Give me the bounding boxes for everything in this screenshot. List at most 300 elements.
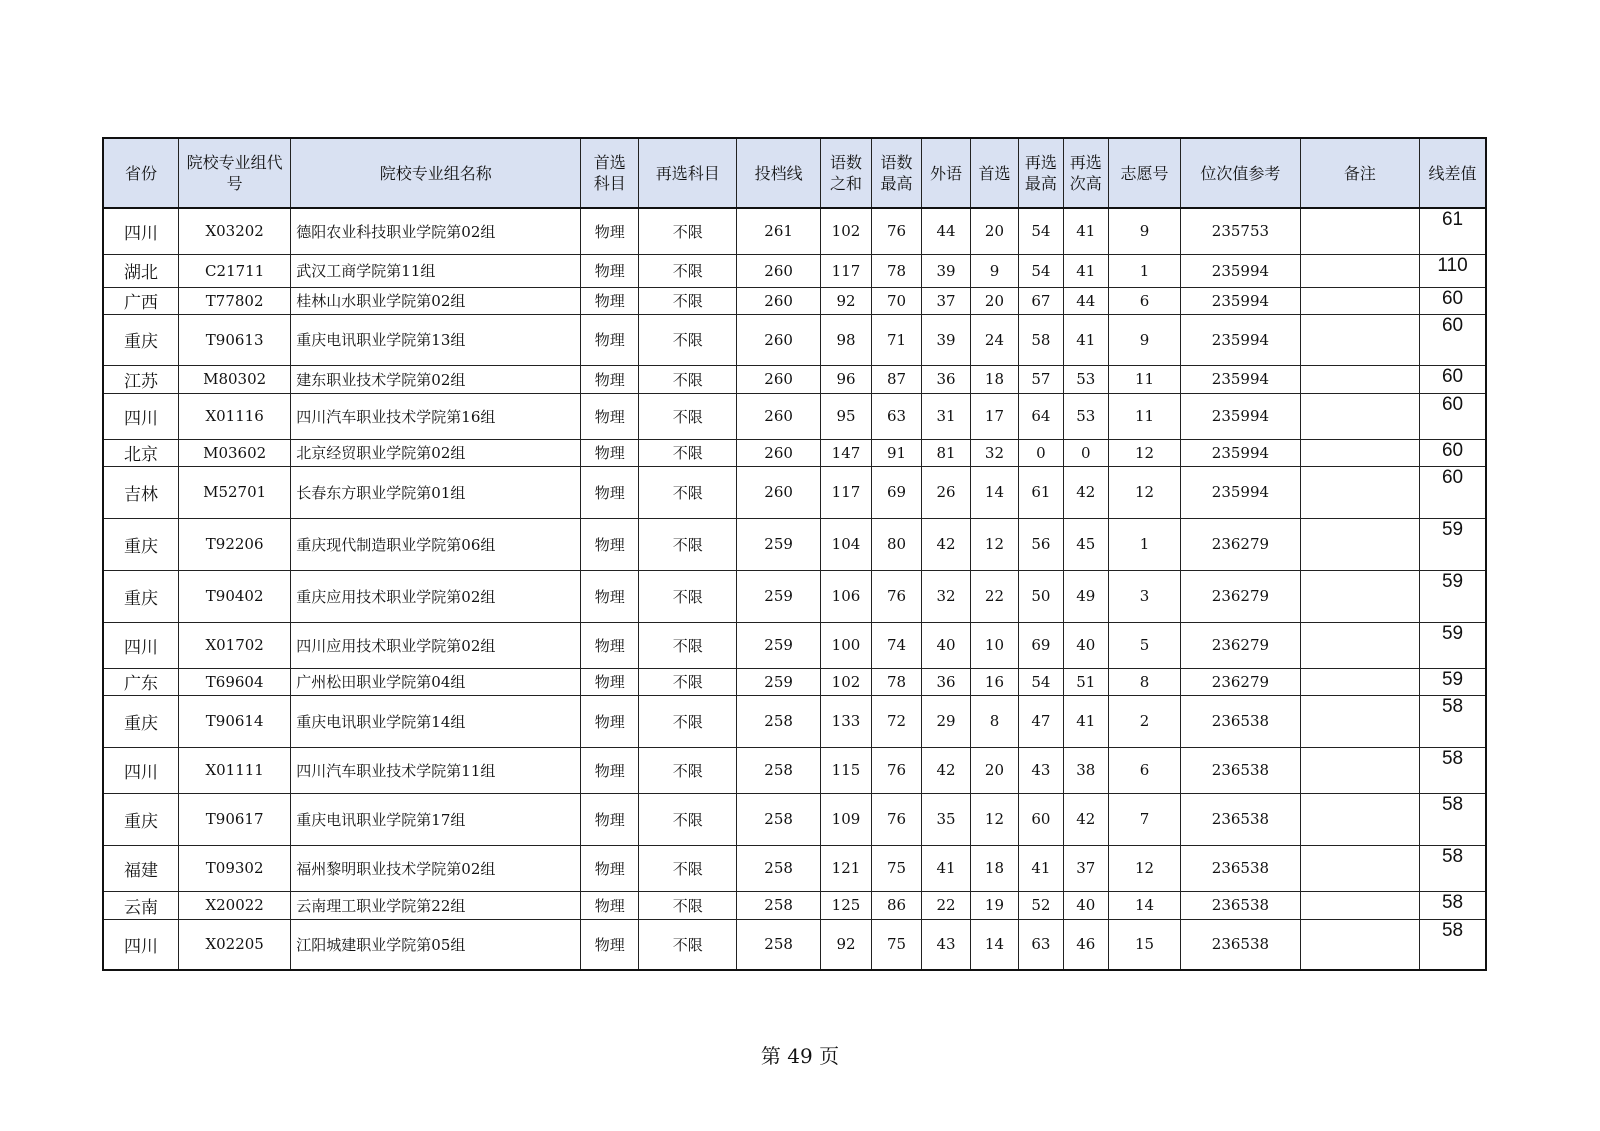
cell-cm-sum: 104: [820, 518, 871, 570]
cell-wish-no: 14: [1108, 891, 1180, 919]
cell-cm-sum: 109: [820, 793, 871, 845]
cell-cutoff: 260: [737, 287, 821, 314]
cell-first: 32: [970, 439, 1018, 466]
cell-re-max: 60: [1018, 793, 1063, 845]
cell-re-second: 41: [1063, 208, 1108, 254]
cell-cutoff: 258: [737, 891, 821, 919]
cell-cutoff: 258: [737, 845, 821, 891]
cell-group-code: T69604: [179, 668, 291, 695]
table-row: [103, 622, 1486, 668]
cell-foreign: 29: [922, 695, 971, 747]
cell-province: 四川: [103, 622, 179, 668]
cell-re-second: 42: [1063, 793, 1108, 845]
cell-group-code: T90617: [179, 793, 291, 845]
cell-first: 12: [970, 793, 1018, 845]
cell-cutoff: 258: [737, 919, 821, 970]
cell-diff: 59: [1420, 668, 1486, 695]
cell-first: 18: [970, 365, 1018, 393]
cell-re-max: 56: [1018, 518, 1063, 570]
cell-group-code: M80302: [179, 365, 291, 393]
cell-cm-max: 76: [872, 747, 922, 793]
cell-wish-no: 6: [1108, 747, 1180, 793]
table-row: [103, 254, 1486, 287]
cell-first: 20: [970, 208, 1018, 254]
cell-re-max: 54: [1018, 668, 1063, 695]
cell-first-subject: 物理: [581, 466, 639, 518]
table-body: [103, 208, 1486, 970]
header-cm-max: 语数 最高: [872, 138, 922, 208]
table-row: [103, 314, 1486, 365]
cell-second-subject: 不限: [639, 919, 737, 970]
cell-group-code: T92206: [179, 518, 291, 570]
cell-wish-no: 7: [1108, 793, 1180, 845]
cell-rank-ref: 235994: [1181, 254, 1300, 287]
cell-group-name: 江阳城建职业学院第05组: [291, 919, 581, 970]
cell-first-subject: 物理: [581, 668, 639, 695]
cell-cm-sum: 117: [820, 254, 871, 287]
cell-province: 重庆: [103, 314, 179, 365]
cell-cm-max: 87: [872, 365, 922, 393]
cell-cm-sum: 102: [820, 668, 871, 695]
cell-second-subject: 不限: [639, 365, 737, 393]
cell-group-code: X01702: [179, 622, 291, 668]
cell-remark: [1300, 518, 1419, 570]
cell-cm-sum: 106: [820, 570, 871, 622]
cell-first-subject: 物理: [581, 208, 639, 254]
cell-cm-max: 86: [872, 891, 922, 919]
cell-wish-no: 11: [1108, 365, 1180, 393]
cell-cutoff: 259: [737, 518, 821, 570]
cell-remark: [1300, 668, 1419, 695]
cell-wish-no: 1: [1108, 518, 1180, 570]
cell-province: 广西: [103, 287, 179, 314]
cell-diff: 60: [1420, 365, 1486, 393]
cell-province: 重庆: [103, 518, 179, 570]
header-first-subject: 首选 科目: [581, 138, 639, 208]
cell-remark: [1300, 570, 1419, 622]
cell-cm-sum: 121: [820, 845, 871, 891]
cell-foreign: 40: [922, 622, 971, 668]
cell-province: 江苏: [103, 365, 179, 393]
cell-second-subject: 不限: [639, 845, 737, 891]
cell-cm-max: 74: [872, 622, 922, 668]
cell-first: 20: [970, 747, 1018, 793]
cell-cm-sum: 98: [820, 314, 871, 365]
cell-foreign: 35: [922, 793, 971, 845]
cell-group-name: 桂林山水职业学院第02组: [291, 287, 581, 314]
cell-group-name: 重庆电讯职业学院第14组: [291, 695, 581, 747]
cell-cutoff: 258: [737, 793, 821, 845]
cell-first: 9: [970, 254, 1018, 287]
cell-second-subject: 不限: [639, 393, 737, 439]
table-row: [103, 695, 1486, 747]
cell-cm-max: 63: [872, 393, 922, 439]
cell-first-subject: 物理: [581, 891, 639, 919]
cell-re-second: 42: [1063, 466, 1108, 518]
cell-group-name: 四川汽车职业技术学院第11组: [291, 747, 581, 793]
cell-group-name: 德阳农业科技职业学院第02组: [291, 208, 581, 254]
cell-re-max: 67: [1018, 287, 1063, 314]
cell-cutoff: 260: [737, 254, 821, 287]
header-group-code: 院校专业组代 号: [179, 138, 291, 208]
cell-remark: [1300, 919, 1419, 970]
header-cutoff: 投档线: [737, 138, 821, 208]
cell-group-code: X03202: [179, 208, 291, 254]
cell-group-code: X20022: [179, 891, 291, 919]
cell-rank-ref: 235994: [1181, 439, 1300, 466]
cell-re-second: 53: [1063, 365, 1108, 393]
cell-cm-sum: 92: [820, 287, 871, 314]
cell-first-subject: 物理: [581, 622, 639, 668]
table-row: [103, 891, 1486, 919]
cell-cutoff: 259: [737, 668, 821, 695]
cell-diff: 58: [1420, 891, 1486, 919]
cell-remark: [1300, 747, 1419, 793]
cell-remark: [1300, 314, 1419, 365]
cell-re-second: 49: [1063, 570, 1108, 622]
cell-diff: 60: [1420, 439, 1486, 466]
cell-second-subject: 不限: [639, 668, 737, 695]
cell-foreign: 26: [922, 466, 971, 518]
cell-province: 云南: [103, 891, 179, 919]
cell-province: 重庆: [103, 793, 179, 845]
table-row: [103, 518, 1486, 570]
cell-remark: [1300, 393, 1419, 439]
cell-rank-ref: 236279: [1181, 518, 1300, 570]
cell-foreign: 42: [922, 518, 971, 570]
cell-cutoff: 258: [737, 695, 821, 747]
cell-first-subject: 物理: [581, 393, 639, 439]
cell-re-second: 41: [1063, 314, 1108, 365]
cell-wish-no: 5: [1108, 622, 1180, 668]
cell-wish-no: 1: [1108, 254, 1180, 287]
cell-group-name: 云南理工职业学院第22组: [291, 891, 581, 919]
cell-second-subject: 不限: [639, 570, 737, 622]
header-cm-sum: 语数 之和: [820, 138, 871, 208]
cell-re-second: 41: [1063, 695, 1108, 747]
cell-wish-no: 12: [1108, 845, 1180, 891]
cell-diff: 110: [1420, 254, 1486, 287]
cell-re-second: 45: [1063, 518, 1108, 570]
header-remark: 备注: [1300, 138, 1419, 208]
cell-rank-ref: 236538: [1181, 845, 1300, 891]
cell-group-code: T90614: [179, 695, 291, 747]
cell-first-subject: 物理: [581, 695, 639, 747]
cell-first-subject: 物理: [581, 314, 639, 365]
cell-re-second: 51: [1063, 668, 1108, 695]
cell-second-subject: 不限: [639, 254, 737, 287]
cell-foreign: 41: [922, 845, 971, 891]
cell-first-subject: 物理: [581, 254, 639, 287]
header-diff: 线差值: [1420, 138, 1486, 208]
cell-re-second: 46: [1063, 919, 1108, 970]
table-row: [103, 668, 1486, 695]
cell-group-name: 重庆应用技术职业学院第02组: [291, 570, 581, 622]
header-first: 首选: [970, 138, 1018, 208]
cell-remark: [1300, 793, 1419, 845]
header-group-name: 院校专业组名称: [291, 138, 581, 208]
cell-first-subject: 物理: [581, 365, 639, 393]
cell-re-second: 40: [1063, 622, 1108, 668]
cell-foreign: 81: [922, 439, 971, 466]
cell-cutoff: 260: [737, 466, 821, 518]
cell-remark: [1300, 365, 1419, 393]
cell-province: 吉林: [103, 466, 179, 518]
cell-re-second: 0: [1063, 439, 1108, 466]
cell-first: 24: [970, 314, 1018, 365]
cell-group-code: X01111: [179, 747, 291, 793]
cell-cm-max: 75: [872, 845, 922, 891]
cell-cutoff: 260: [737, 365, 821, 393]
cell-rank-ref: 235994: [1181, 287, 1300, 314]
cell-cm-sum: 147: [820, 439, 871, 466]
cell-diff: 60: [1420, 314, 1486, 365]
cell-wish-no: 12: [1108, 439, 1180, 466]
cell-province: 福建: [103, 845, 179, 891]
cell-group-name: 北京经贸职业学院第02组: [291, 439, 581, 466]
cell-province: 四川: [103, 919, 179, 970]
cell-first-subject: 物理: [581, 570, 639, 622]
cell-second-subject: 不限: [639, 622, 737, 668]
cell-re-second: 53: [1063, 393, 1108, 439]
cell-group-code: T09302: [179, 845, 291, 891]
cell-remark: [1300, 466, 1419, 518]
cell-diff: 58: [1420, 919, 1486, 970]
cell-first-subject: 物理: [581, 747, 639, 793]
cell-group-code: T90402: [179, 570, 291, 622]
cell-first: 14: [970, 919, 1018, 970]
cell-cm-sum: 117: [820, 466, 871, 518]
cell-group-name: 建东职业技术学院第02组: [291, 365, 581, 393]
cell-rank-ref: 236279: [1181, 622, 1300, 668]
cell-cm-max: 76: [872, 793, 922, 845]
cell-diff: 58: [1420, 747, 1486, 793]
cell-wish-no: 15: [1108, 919, 1180, 970]
cell-cm-max: 75: [872, 919, 922, 970]
cell-wish-no: 3: [1108, 570, 1180, 622]
cell-second-subject: 不限: [639, 695, 737, 747]
cell-rank-ref: 236538: [1181, 793, 1300, 845]
cell-re-max: 57: [1018, 365, 1063, 393]
table-row: [103, 287, 1486, 314]
cell-cutoff: 260: [737, 439, 821, 466]
cell-re-second: 38: [1063, 747, 1108, 793]
cell-first: 20: [970, 287, 1018, 314]
cell-rank-ref: 236279: [1181, 570, 1300, 622]
cell-wish-no: 12: [1108, 466, 1180, 518]
cell-group-code: X02205: [179, 919, 291, 970]
table-header-row: [103, 138, 1486, 208]
cell-second-subject: 不限: [639, 208, 737, 254]
cell-cm-max: 76: [872, 208, 922, 254]
cell-rank-ref: 236538: [1181, 919, 1300, 970]
cell-second-subject: 不限: [639, 518, 737, 570]
table-row: [103, 919, 1486, 970]
cell-cutoff: 261: [737, 208, 821, 254]
cell-first-subject: 物理: [581, 287, 639, 314]
cell-remark: [1300, 622, 1419, 668]
table-row: [103, 365, 1486, 393]
cell-re-max: 50: [1018, 570, 1063, 622]
cell-diff: 60: [1420, 287, 1486, 314]
cell-wish-no: 9: [1108, 314, 1180, 365]
cell-remark: [1300, 695, 1419, 747]
cell-province: 四川: [103, 208, 179, 254]
cell-cm-sum: 100: [820, 622, 871, 668]
cell-province: 重庆: [103, 570, 179, 622]
cell-first: 14: [970, 466, 1018, 518]
cell-group-name: 四川汽车职业技术学院第16组: [291, 393, 581, 439]
table-row: [103, 466, 1486, 518]
cell-wish-no: 11: [1108, 393, 1180, 439]
cell-group-name: 广州松田职业学院第04组: [291, 668, 581, 695]
cell-remark: [1300, 439, 1419, 466]
cell-cm-sum: 125: [820, 891, 871, 919]
cell-diff: 60: [1420, 466, 1486, 518]
cell-second-subject: 不限: [639, 747, 737, 793]
header-province: 省份: [103, 138, 179, 208]
cell-first: 17: [970, 393, 1018, 439]
cell-first: 12: [970, 518, 1018, 570]
cell-diff: 58: [1420, 793, 1486, 845]
table-row: [103, 439, 1486, 466]
cell-first-subject: 物理: [581, 919, 639, 970]
cell-cm-sum: 92: [820, 919, 871, 970]
cell-second-subject: 不限: [639, 793, 737, 845]
header-re-max: 再选 最高: [1018, 138, 1063, 208]
cell-foreign: 31: [922, 393, 971, 439]
cell-first-subject: 物理: [581, 518, 639, 570]
cell-rank-ref: 235994: [1181, 466, 1300, 518]
cell-second-subject: 不限: [639, 466, 737, 518]
cell-group-code: T90613: [179, 314, 291, 365]
cell-foreign: 39: [922, 254, 971, 287]
cell-wish-no: 8: [1108, 668, 1180, 695]
cell-cm-max: 70: [872, 287, 922, 314]
cell-diff: 59: [1420, 570, 1486, 622]
cell-first-subject: 物理: [581, 793, 639, 845]
cell-group-name: 重庆电讯职业学院第13组: [291, 314, 581, 365]
cell-foreign: 36: [922, 668, 971, 695]
cell-cm-sum: 102: [820, 208, 871, 254]
cell-group-name: 长春东方职业学院第01组: [291, 466, 581, 518]
cell-group-name: 武汉工商学院第11组: [291, 254, 581, 287]
cell-re-max: 54: [1018, 208, 1063, 254]
cell-cutoff: 258: [737, 747, 821, 793]
cell-re-max: 47: [1018, 695, 1063, 747]
cell-second-subject: 不限: [639, 439, 737, 466]
cell-diff: 60: [1420, 393, 1486, 439]
cell-re-max: 54: [1018, 254, 1063, 287]
header-wish-no: 志愿号: [1108, 138, 1180, 208]
cell-rank-ref: 235753: [1181, 208, 1300, 254]
cell-province: 北京: [103, 439, 179, 466]
table-row: [103, 747, 1486, 793]
cell-cm-max: 78: [872, 668, 922, 695]
cell-re-second: 41: [1063, 254, 1108, 287]
cell-wish-no: 6: [1108, 287, 1180, 314]
cell-re-max: 69: [1018, 622, 1063, 668]
cell-first-subject: 物理: [581, 845, 639, 891]
cell-first: 16: [970, 668, 1018, 695]
cell-cm-sum: 96: [820, 365, 871, 393]
header-re-second: 再选 次高: [1063, 138, 1108, 208]
cell-foreign: 36: [922, 365, 971, 393]
cell-re-second: 37: [1063, 845, 1108, 891]
cell-remark: [1300, 254, 1419, 287]
header-rank-ref: 位次值参考: [1181, 138, 1300, 208]
cell-second-subject: 不限: [639, 314, 737, 365]
cell-group-code: C21711: [179, 254, 291, 287]
cell-re-max: 41: [1018, 845, 1063, 891]
cell-province: 四川: [103, 393, 179, 439]
cell-remark: [1300, 891, 1419, 919]
cell-wish-no: 2: [1108, 695, 1180, 747]
cell-remark: [1300, 287, 1419, 314]
cell-second-subject: 不限: [639, 287, 737, 314]
cell-group-name: 四川应用技术职业学院第02组: [291, 622, 581, 668]
cell-foreign: 43: [922, 919, 971, 970]
cell-rank-ref: 236538: [1181, 695, 1300, 747]
cell-diff: 59: [1420, 518, 1486, 570]
cell-first: 19: [970, 891, 1018, 919]
cell-group-name: 重庆现代制造职业学院第06组: [291, 518, 581, 570]
cell-province: 广东: [103, 668, 179, 695]
cell-foreign: 32: [922, 570, 971, 622]
cell-re-max: 58: [1018, 314, 1063, 365]
admission-table: [102, 137, 1487, 971]
cell-re-max: 61: [1018, 466, 1063, 518]
cell-re-second: 44: [1063, 287, 1108, 314]
cell-re-max: 63: [1018, 919, 1063, 970]
cell-cutoff: 259: [737, 622, 821, 668]
cell-cm-max: 76: [872, 570, 922, 622]
cell-first: 18: [970, 845, 1018, 891]
cell-cm-max: 80: [872, 518, 922, 570]
table-row: [103, 845, 1486, 891]
cell-cutoff: 259: [737, 570, 821, 622]
cell-second-subject: 不限: [639, 891, 737, 919]
cell-first-subject: 物理: [581, 439, 639, 466]
cell-group-name: 福州黎明职业技术学院第02组: [291, 845, 581, 891]
table-row: [103, 793, 1486, 845]
header-second-subject: 再选科目: [639, 138, 737, 208]
cell-cm-max: 71: [872, 314, 922, 365]
cell-re-max: 64: [1018, 393, 1063, 439]
cell-foreign: 37: [922, 287, 971, 314]
cell-cutoff: 260: [737, 314, 821, 365]
cell-group-code: X01116: [179, 393, 291, 439]
cell-diff: 61: [1420, 208, 1486, 254]
cell-group-code: M52701: [179, 466, 291, 518]
cell-cm-sum: 95: [820, 393, 871, 439]
cell-cm-max: 78: [872, 254, 922, 287]
cell-re-max: 0: [1018, 439, 1063, 466]
cell-re-max: 52: [1018, 891, 1063, 919]
page-number: 第 49 页: [760, 1044, 840, 1068]
cell-cm-max: 72: [872, 695, 922, 747]
table-row: [103, 393, 1486, 439]
cell-diff: 58: [1420, 695, 1486, 747]
cell-first: 22: [970, 570, 1018, 622]
cell-re-max: 43: [1018, 747, 1063, 793]
cell-cm-max: 69: [872, 466, 922, 518]
cell-remark: [1300, 208, 1419, 254]
table-row: [103, 570, 1486, 622]
cell-re-second: 40: [1063, 891, 1108, 919]
cell-foreign: 22: [922, 891, 971, 919]
cell-group-code: T77802: [179, 287, 291, 314]
